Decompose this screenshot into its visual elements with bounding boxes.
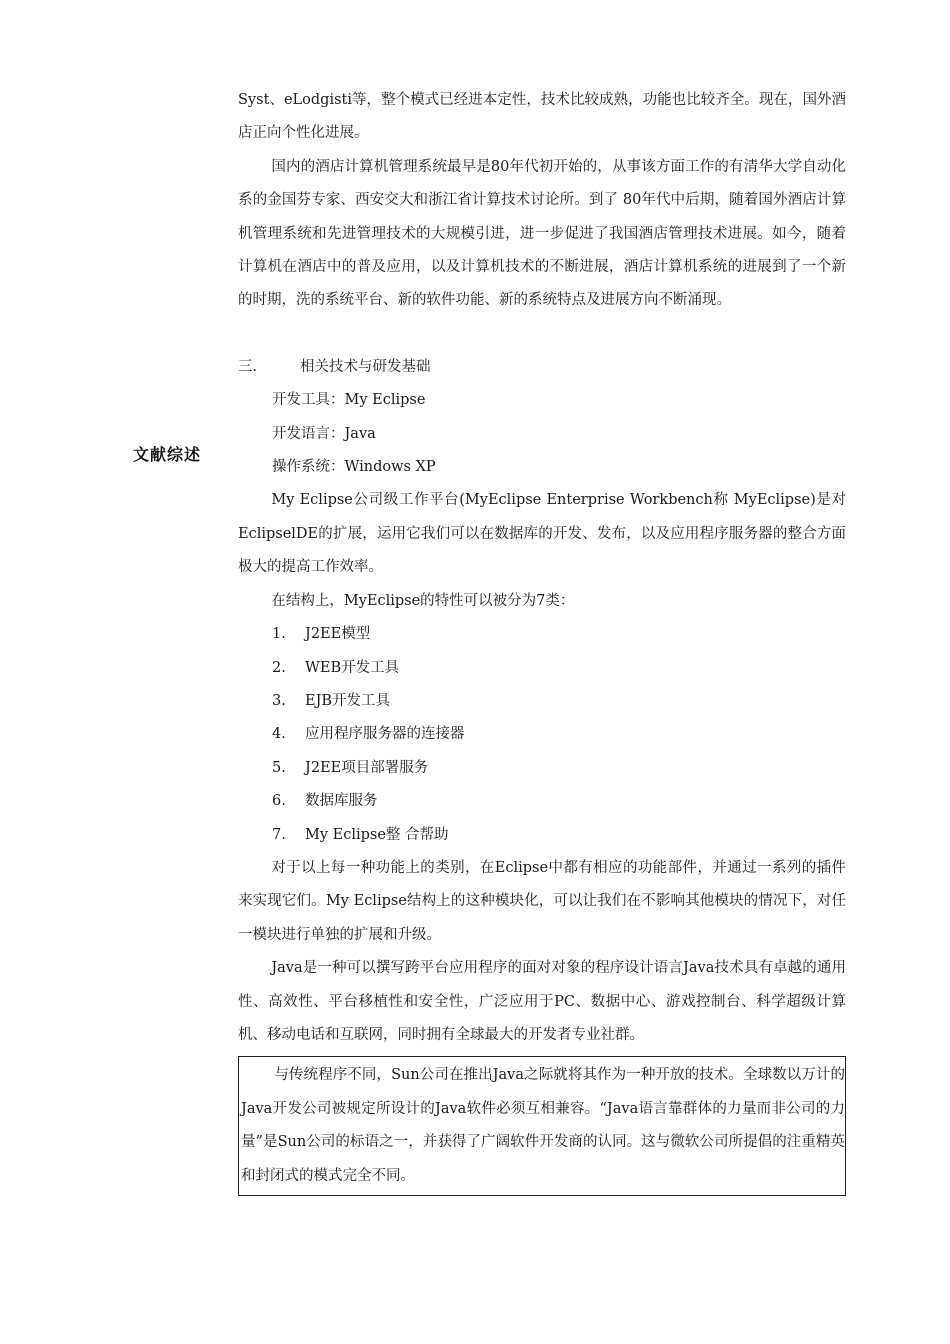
paragraph-sun: 与传统程序不同，Sun公司在推出Java之际就将其作为一种开放的技术。全球数以万计的Java开发公司被规定所设计的Java软件必须互相兼容。“Java语言靠群体的力量而非公司的力量”是Sun公司的标语之一，并获得了广阔软件开发商的认同。这与微软公司所提倡的注重精英和封闭式的模式完全不同。 [241, 1067, 845, 1184]
section-title: 相关技术与研发基础 [300, 358, 431, 375]
paragraph-myeclipse: My Eclipse公司级工作平台(MyEclipse Enterprise Workbench称 MyEclipse)是对EclipselDE的扩展，运用它我们可以在数据库的开发、发布，以及应用程序服务器的整合方面极大的提高工作效率。 [238, 492, 846, 576]
list-index: 5. [272, 759, 286, 776]
list-label: My Eclipse整 合帮助 [305, 826, 449, 843]
list-index: 1. [272, 626, 286, 643]
list-index: 7. [272, 826, 286, 843]
paragraph-structure: 在结构上，MyEclipse的特性可以被分为7类： [271, 592, 575, 609]
paragraph-java: Java是一种可以撰写跨平台应用程序的面对对象的程序设计语言Java技术具有卓越的通用性、高效性、平台移植性和安全性，广泛应用于PC、数据中心、游戏控制台、科学超级计算机、移动电话和互联网，同时拥有全球最大的开发者专业社群。 [238, 960, 846, 1043]
list-item [238, 685, 846, 718]
language-line: 开发语言：Java [272, 425, 376, 442]
list-index: 3. [272, 692, 286, 709]
section-heading [238, 351, 846, 384]
list-index: 6. [272, 793, 286, 810]
list-label: 应用程序服务器的连接器 [305, 726, 465, 743]
list-label: J2EE模型 [305, 626, 371, 643]
list-item [238, 785, 846, 818]
list-item [238, 618, 846, 651]
paragraph-intro-1: Syst、eLodgisti等，整个模式已经进本定性，技术比较成熟，功能也比较齐全。现在，国外酒店正向个性化进展。 [238, 92, 846, 142]
paragraph-modularity: 对于以上每一种功能上的类别，在Eclipse中都有相应的功能部件，并通过一系列的插件来实现它们。My Eclipse结构上的这种模块化，可以让我们在不影响其他模块的情况下，对任一模块进行单独的扩展和升级。 [238, 859, 846, 943]
section-number: 三. [238, 358, 258, 375]
side-label: 文献综述 [133, 445, 202, 464]
list-item [238, 819, 846, 852]
bordered-text-box [238, 1056, 846, 1196]
tool-line: 开发工具：My Eclipse [272, 392, 426, 409]
list-label: EJB开发工具 [305, 692, 391, 709]
list-label: 数据库服务 [305, 793, 378, 810]
list-item [238, 752, 846, 785]
document-body [238, 84, 846, 1196]
list-index: 2. [272, 659, 286, 676]
list-item [238, 718, 846, 751]
list-item [238, 652, 846, 685]
os-line: 操作系统：Windows XP [272, 459, 436, 476]
paragraph-intro-2: 国内的酒店计算机管理系统最早是80年代初开始的，从事该方面工作的有清华大学自动化系的金国芬专家、西安交大和浙江省计算技术讨论所。到了 80年代中后期，随着国外酒店计算机管理系统和先进管理技术的大规模引进，进一步促进了我国酒店管理技术进展。如今，随着计算机在酒店中的普及应用，以及计算机技术的不断进展，酒店计算机系统的进展到了一个新的时期，洗的系统平台、新的软件功能、新的系统特点及进展方向不断涌现。 [238, 158, 846, 309]
list-label: J2EE项目部署服务 [305, 759, 429, 776]
list-index: 4. [272, 726, 286, 743]
list-label: WEB开发工具 [305, 659, 400, 676]
